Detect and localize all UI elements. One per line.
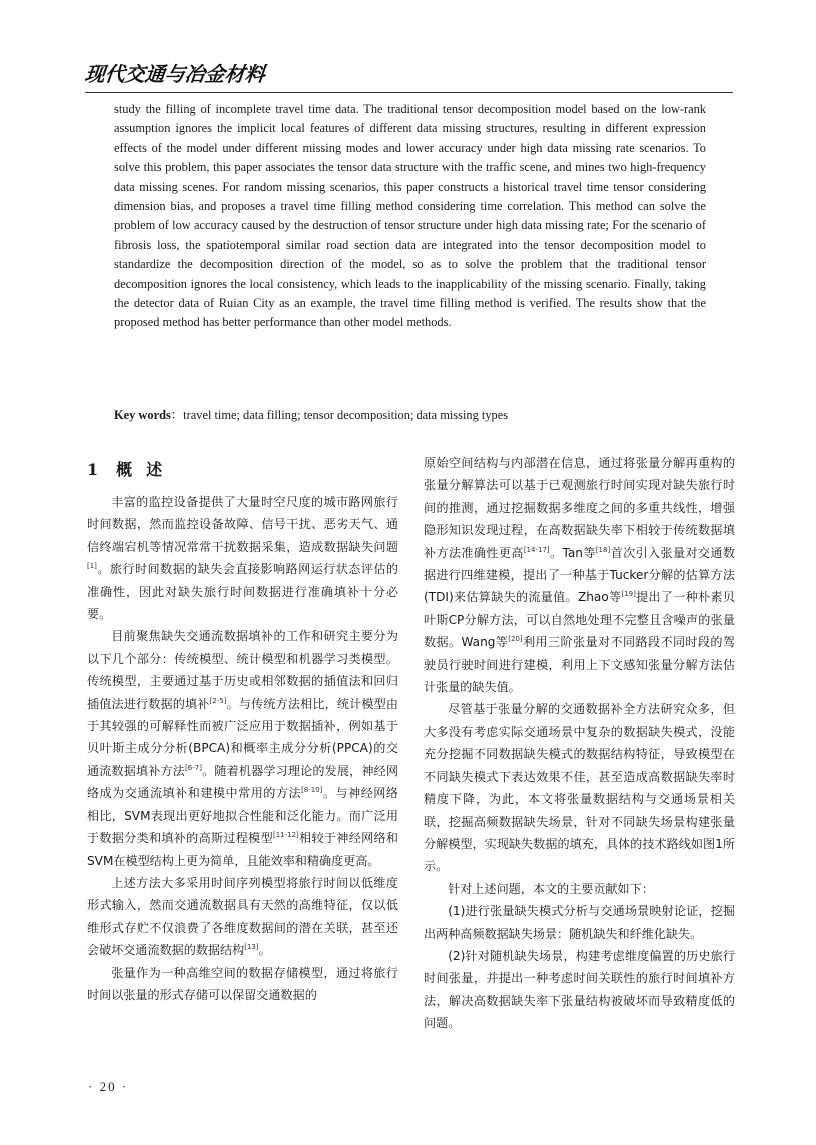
abstract-block	[114, 100, 706, 333]
text-run: 针对上述问题，本文的主要贡献如下：	[448, 881, 654, 896]
abstract-text: study the filling of incomplete travel time data. The traditional tensor decomposition model based on the low-rank assumption ignores the implicit local features of different data missing structures, resulting in different expression effects of the model under different missing modes and lower accuracy under high data missing rate scenarios. To solve this problem, this paper associates the tensor data structure with the traffic scene, and mines two high-frequency data missing scenes. For random missing scenarios, this paper constructs a historical travel time tensor considering dimension bias, and proposes a travel time filling method considering time correlation. This method can solve the problem of low accuracy caused by the destruction of tensor structure under high data missing rate; For the scenario of fibrosis loss, the spatiotemporal similar road section data are integrated into the tensor decomposition model to standardize the decomposition direction of the model, so as to solve the problem that the traditional tensor decomposition ignores the local consistency, which leads to the inapplicability of the missing scenario. Finally, taking the detector data of Ruian City as an example, the travel time filling method is verified. The results show that the proposed method has better performance than other model methods.	[114, 102, 706, 330]
citation: [14-17]	[523, 545, 550, 554]
paragraph	[424, 900, 735, 945]
header-rule	[85, 92, 733, 93]
text-run: 相较于神经网络和SVM在模型结构上更为简单，且能效率和精确度更高。	[87, 831, 398, 868]
text-run: 。与神经网络相比，SVM表现出更好地拟合性能和泛化能力。而广泛用于数据分类和填补的高斯过程模型	[87, 786, 398, 846]
text-run: 丰富的监控设备提供了大量时空尺度的城市路网旅行时间数据，然而监控设备故障、信号干扰、恶劣天气、通信终端宕机等情况常常干扰数据采集，造成数据缺失问题	[87, 495, 398, 554]
paragraph	[87, 962, 398, 1007]
text-run: 。与传统方法相比，统计模型由于其较强的可解释性而被广泛应用于数据插补，例如基于贝叶斯主成分分析(BPCA)和概率主成分分析(PPCA)的交通流数据填补方法	[87, 696, 398, 778]
paragraph	[424, 878, 735, 900]
text-run: 目前聚焦缺失交通流数据填补的工作和研究主要分为以下几个部分：传统模型、统计模型和机器学习类模型。传统模型，主要通过基于历史或相邻数据的插值法和回归插值法进行数据的填补	[87, 629, 398, 711]
citation: [2-5]	[209, 696, 227, 705]
keywords-text: ：travel time; data filling; tensor decomposition; data missing types	[170, 408, 509, 422]
text-run: 。随着机器学习理论的发展，神经网络成为交通流填补和建模中常用的方法	[87, 763, 398, 801]
text-run: 提出了一种朴素贝叶斯CP分解方法，可以自然地处理不完整且含噪声的张量数据。Wang等	[424, 590, 735, 650]
left-column	[87, 451, 398, 1006]
text-run: 。Tan等	[549, 545, 596, 560]
paragraph	[424, 698, 735, 877]
citation: [8-10]	[301, 786, 323, 795]
section-title: 概述	[116, 460, 177, 479]
paragraph	[424, 945, 735, 1035]
citation: [13]	[244, 943, 259, 952]
text-run: 上述方法大多采用时间序列模型将旅行时间以低维度形式输入，然而交通流数据具有天然的高维特征，仅以低维形式存贮不仅浪费了各维度数据间的潜在关联，甚至还会破坏交通流数据的数据结构	[87, 875, 398, 958]
paragraph	[87, 625, 398, 871]
journal-logo: 现代交通与冶金材料	[83, 62, 267, 86]
page-number: · 20 ·	[88, 1079, 129, 1094]
paragraph	[424, 452, 735, 698]
text-run: (1)进行张量缺失模式分析与交通场景映射论证，挖掘出两种高频数据缺失场景：随机缺失和纤维化缺失。	[424, 904, 735, 941]
paragraph	[87, 872, 398, 962]
text-run: 利用三阶张量对不同路段不同时段的驾驶员行驶时间进行建模，利用上下文感知张量分解方法估计张量的缺失值。	[424, 635, 735, 695]
text-run: (2)针对随机缺失场景，构建考虑维度偏置的历史旅行时间张量，并提出一种考虑时间关联性的旅行时间填补方法，解决高数据缺失率下张量结构被破坏而导致精度低的问题。	[424, 948, 735, 1031]
section-heading	[87, 457, 398, 483]
paragraph	[87, 491, 398, 625]
text-run: 尽管基于张量分解的交通数据补全方法研究众多，但大多没有考虑实际交通场景中复杂的数据缺失模式，没能充分挖掘不同数据缺失模式的数据结构特征，导致模型在不同缺失模式下表达效果不佳，甚至造成高数据缺失率时精度下降，为此，本文将张量数据结构与交通场景相关联，挖掘高频数据缺失场景，针对不同缺失场景构建张量分解模型，实现缺失数据的填充，具体的技术路线如图1所示。	[424, 702, 735, 874]
citation: [11-12]	[272, 831, 299, 840]
citation: [19]	[621, 590, 636, 599]
citation: [6-7]	[185, 763, 202, 772]
keywords-label: Key words	[114, 408, 171, 422]
text-run: 。	[258, 943, 271, 958]
keywords-line	[114, 406, 714, 425]
right-column	[424, 452, 735, 1035]
citation: [18]	[595, 545, 611, 554]
text-run: 张量作为一种高维空间的数据存储模型，通过将旅行时间以张量的形式存储可以保留交通数据的	[87, 965, 398, 1002]
citation: [20]	[508, 635, 523, 644]
text-run: 。旅行时间数据的缺失会直接影响路网运行状态评估的准确性，因此对缺失旅行时间数据进行准确填补十分必要。	[87, 562, 398, 622]
text-run: 首次引入张量对交通数据进行四维建模，提出了一种基于Tucker分解的估算方法(TDI)来估算缺失的流量值。Zhao等	[424, 545, 735, 605]
citation: [1]	[87, 562, 97, 571]
text-run: 原始空间结构与内部潜在信息，通过将张量分解再重构的张量分解算法可以基于已观测旅行时间实现对缺失旅行时间的推测，通过挖掘数据多维度之间的多重共线性，增强隐形知识发现过程，在高数据缺失率下相较于传统数据填补方法准确性更高	[424, 456, 735, 560]
section-number: 1	[87, 460, 103, 479]
